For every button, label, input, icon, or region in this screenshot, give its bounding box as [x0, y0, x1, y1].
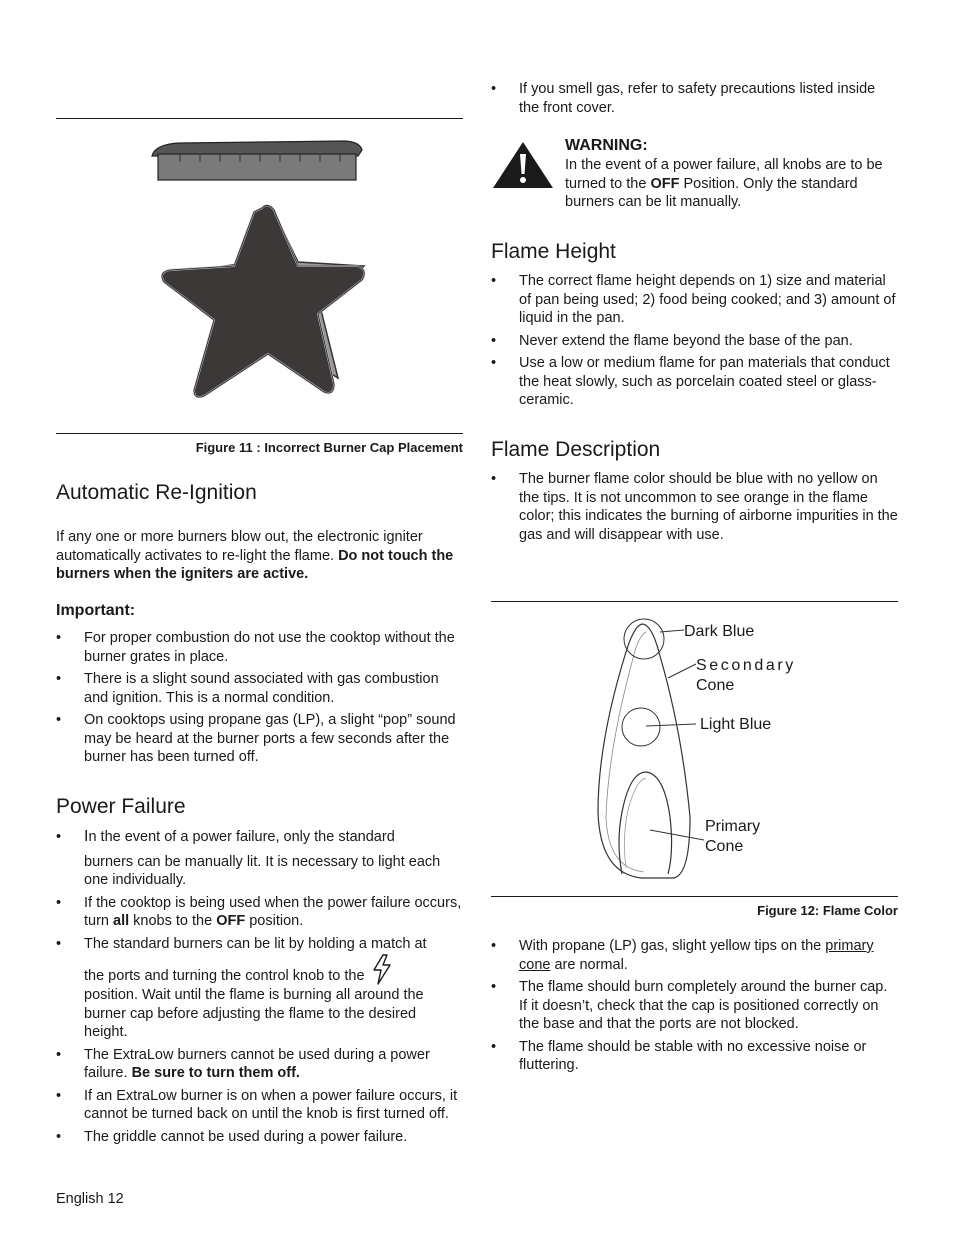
figure12-bottom-rule — [491, 896, 898, 897]
list-item: • If the cooktop is being used when the power failure occurs, turn all knobs to the OFF position. — [56, 894, 463, 931]
list-item: • The burner flame color should be blue with no yellow on the tips. It is not uncommon to see orange in the flame color; this indicates the burning of airborne impurities in the gas and will disappear with use. — [491, 470, 898, 544]
auto-reignition-paragraph: If any one or more burners blow out, the electronic igniter automatically activates to re-light the flame. Do not touch the burners when the igniters are active. — [56, 529, 454, 582]
power-failure-list — [56, 828, 463, 1146]
list-item: • The correct flame height depends on 1) size and material of pan being used; 2) food being cooked; and 3) amount of liquid in the pan. — [491, 272, 898, 328]
list-item: • There is a slight sound associated with gas combustion and ignition. This is a normal condition. — [56, 670, 463, 707]
ignite-symbol-icon — [371, 954, 393, 986]
list-item: • On cooktops using propane gas (LP), a slight “pop” sound may be heard at the burner ports a few seconds after the burner has been turned off. — [56, 711, 463, 767]
warning-text: In the event of a power failure, all knobs are to be turned to the OFF Position. Only the standard burners can be lit manually. — [565, 157, 883, 210]
list-item: • Never extend the flame beyond the base of the pan. — [491, 332, 898, 351]
figure11-top-rule — [56, 118, 463, 119]
power-failure-heading: Power Failure — [56, 795, 186, 818]
figure11-bottom-rule — [56, 433, 463, 434]
label-light-blue: Light Blue — [700, 716, 772, 733]
list-item: • If an ExtraLow burner is on when a power failure occurs, it cannot be turned back on until the knob is first turned off. — [56, 1087, 463, 1124]
page-footer: English 12 — [56, 1191, 124, 1207]
warning-title: WARNING: — [565, 137, 648, 154]
label-secondary-cone: Cone — [696, 677, 735, 694]
label-secondary: Secondary — [696, 657, 796, 674]
gas-smell-list — [491, 80, 898, 117]
flame-description-list — [491, 470, 898, 544]
burner-cap-illustration — [140, 134, 380, 424]
list-item: • For proper combustion do not use the cooktop without the burner grates in place. — [56, 629, 463, 666]
important-heading: Important: — [56, 602, 136, 619]
label-dark-blue: Dark Blue — [684, 623, 755, 640]
auto-reignition-heading: Automatic Re-Ignition — [56, 481, 257, 504]
flame-description-heading: Flame Description — [491, 438, 661, 461]
list-item: • Use a low or medium flame for pan materials that conduct the heat slowly, such as porcelain coated steel or glass-ceramic. — [491, 354, 898, 410]
important-list — [56, 629, 463, 767]
label-primary: Primary — [705, 818, 761, 835]
figure12-caption: Figure 12: Flame Color — [757, 903, 898, 918]
warning-triangle-icon — [491, 140, 555, 190]
list-item: • With propane (LP) gas, slight yellow tips on the primary cone are normal. — [491, 937, 898, 974]
list-item: • The flame should burn completely around the burner cap. If it doesn’t, check that the cap is positioned correctly on the base and that the ports are not blocked. — [491, 978, 898, 1034]
label-primary-cone: Cone — [705, 838, 744, 855]
figure11-caption: Figure 11 : Incorrect Burner Cap Placement — [195, 440, 463, 455]
list-item: • The griddle cannot be used during a power failure. — [56, 1128, 463, 1147]
list-item: • If you smell gas, refer to safety precautions listed inside the front cover. — [491, 80, 898, 117]
flame-notes-list — [491, 937, 898, 1075]
list-item: • The standard burners can be lit by holding a match at the ports and turning the control knob to the position. Wait until the flame is burning all around the burner cap before adjusting the flame to the desired height. — [56, 935, 463, 1042]
flame-color-diagram — [590, 612, 710, 884]
list-item: • The flame should be stable with no excessive noise or fluttering. — [491, 1038, 898, 1075]
flame-height-list — [491, 272, 898, 410]
figure12-top-rule — [491, 601, 898, 602]
flame-height-heading: Flame Height — [491, 240, 616, 263]
list-item: • The ExtraLow burners cannot be used during a power failure. Be sure to turn them off. — [56, 1046, 463, 1083]
list-item: • In the event of a power failure, only the standard burners can be manually lit. It is necessary to light each one individually. — [56, 828, 463, 890]
warning-block — [565, 136, 898, 212]
